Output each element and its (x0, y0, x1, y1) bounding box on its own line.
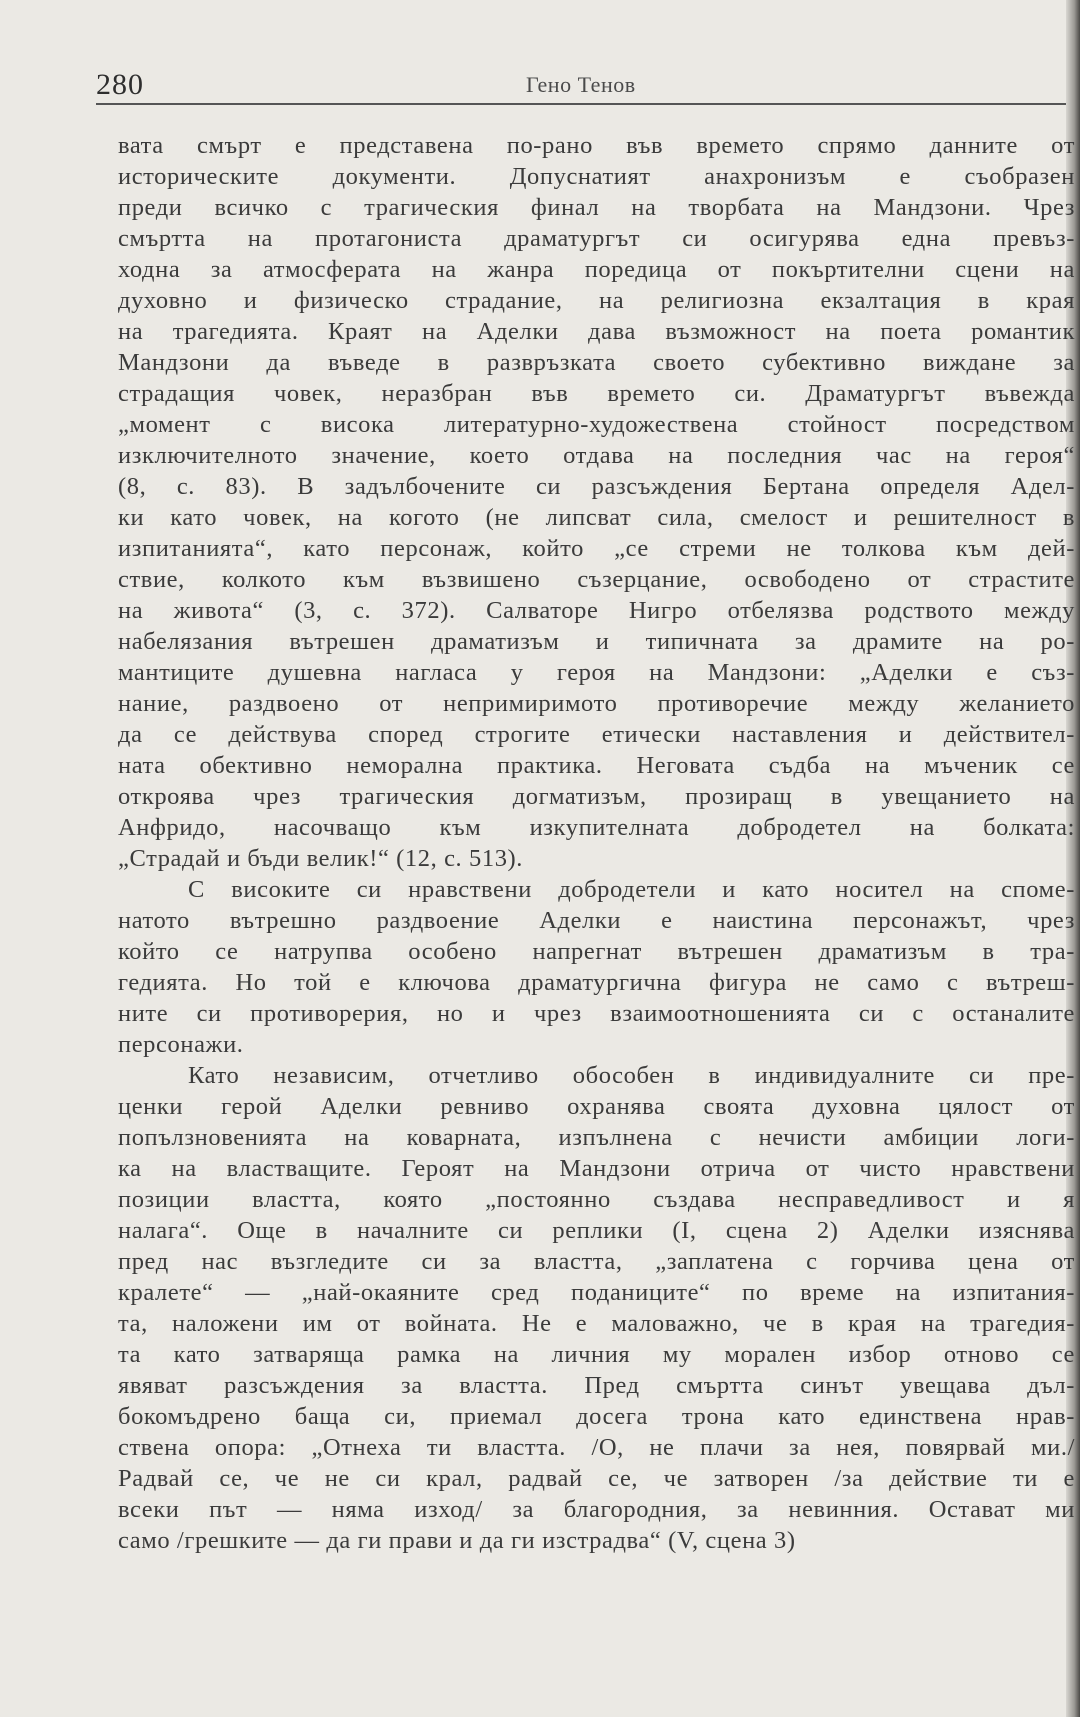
text-line: бокомъдрено баща си, приемал досега трона като единствена нрав- (118, 1403, 1075, 1430)
running-title: Гено Тенов (526, 72, 636, 97)
text-line: смъртта на протагониста драматургът си осигурява една превъз- (118, 225, 1075, 252)
text-line: ните си противорерия, но и чрез взаимоотношенията си с останалите (118, 1000, 1075, 1027)
text-line: попълзновенията на коварната, изпълнена с нечисти амбиции логи- (118, 1124, 1075, 1151)
text-line: ствена опора: „Отнеха ти властта. /О, не плачи за нея, повярвай ми./ (118, 1434, 1075, 1461)
text-line: страдащия човек, неразбран във времето си. Драматургът въвежда (118, 380, 1075, 407)
text-line: „момент с висока литературно-художествена стойност посредством (118, 411, 1075, 438)
text-line: натото вътрешно раздвоение Аделки е наистина персонажът, чрез (118, 907, 1075, 934)
text-line: откроява чрез трагическия догматизъм, прозиращ в увещанието на (118, 783, 1075, 810)
text-line: явяват разсъждения за властта. Пред смъртта синът увещава дъл- (118, 1372, 1075, 1399)
text-line: да се действува според строгите етически наставления и действител- (118, 721, 1075, 748)
text-line: та, наложени им от войната. Не е маловажно, че в края на трагедия- (118, 1310, 1075, 1337)
text-line: ценки герой Аделки ревниво охранява своята духовна цялост от (118, 1093, 1075, 1120)
text-line: изключителното значение, което отдава на последния час на героя“ (118, 442, 1075, 469)
text-line: ната обективно неморална практика. Неговата съдба на мъченик се (118, 752, 1075, 779)
text-line: ствие, колкото към възвишено съзерцание, освободено от страстите (118, 566, 1075, 593)
text-line: историческите документи. Допуснатият анахронизъм е съобразен (118, 163, 1075, 190)
text-line: на трагедията. Краят на Аделки дава възможност на поета романтик (118, 318, 1075, 345)
text-line: пред нас възгледите си за властта, „заплатена с горчива цена от (118, 1248, 1075, 1275)
text-line: Като независим, отчетливо обособен в индивидуалните си пре- (188, 1062, 1075, 1089)
text-line: само /грешките — да ги прави и да ги изстрадва“ (V, сцена 3) (118, 1527, 796, 1554)
text-line: ки като човек, на когото (не липсват сила, смелост и решителност в (118, 504, 1075, 531)
text-line: Анфридо, насочващо към изкупителната добродетел на болката: (118, 814, 1075, 841)
text-line: Мандзони да въведе в развръзката своето субективно виждане за (118, 349, 1075, 376)
text-line: гедията. Но той е ключова драматургична фигура не само с вътреш- (118, 969, 1075, 996)
text-line: който се натрупва особено напрегнат вътрешен драматизъм в тра- (118, 938, 1075, 965)
text-line: нание, раздвоено от непримиримото противоречие между желанието (118, 690, 1075, 717)
text-line: „Страдай и бъди велик!“ (12, с. 513). (118, 845, 524, 872)
text-line: вата смърт е представена по-рано във времето спрямо данните от (118, 132, 1075, 159)
text-line: кралете“ — „най-окаяните сред поданиците“ по време на изпитания- (118, 1279, 1075, 1306)
text-line: налага“. Още в началните си реплики (I, сцена 2) Аделки изяснява (118, 1217, 1075, 1244)
text-line: преди всичко с трагическия финал на творбата на Мандзони. Чрез (118, 194, 1075, 221)
text-line: персонажи. (118, 1031, 244, 1058)
text-line: позиции властта, която „постоянно създава несправедливост и я (118, 1186, 1075, 1213)
text-line: набелязания вътрешен драматизъм и типичната за драмите на ро- (118, 628, 1075, 655)
header-rule (96, 103, 1066, 105)
text-line: та като затваряща рамка на личния му морален избор отново се (118, 1341, 1075, 1368)
text-line: на живота“ (3, с. 372). Салваторе Нигро отбелязва родството между (118, 597, 1075, 624)
page-number: 280 (96, 68, 144, 101)
text-line: ходна за атмосферата на жанра поредица от покъртителни сцени на (118, 256, 1075, 283)
text-line: ка на властващите. Героят на Мандзони отрича от чисто нравствени (118, 1155, 1075, 1182)
text-line: (8, с. 83). В задълбочените си разсъждения Бертана определя Адел- (118, 473, 1075, 500)
running-header (96, 66, 1066, 106)
text-line: Радвай се, че не си крал, радвай се, че затворен /за действие ти е (118, 1465, 1075, 1492)
text-line: всеки път — няма изход/ за благородния, за невинния. Остават ми (118, 1496, 1075, 1523)
text-line: С високите си нравствени добродетели и като носител на споме- (188, 876, 1075, 903)
text-line: изпитанията“, като персонаж, който „се стреми не толкова към дей- (118, 535, 1075, 562)
body-text (118, 130, 1075, 1556)
text-line: мантиците душевна нагласа у героя на Мандзони: „Аделки е съз- (118, 659, 1075, 686)
text-line: духовно и физическо страдание, на религиозна екзалтация в края (118, 287, 1075, 314)
